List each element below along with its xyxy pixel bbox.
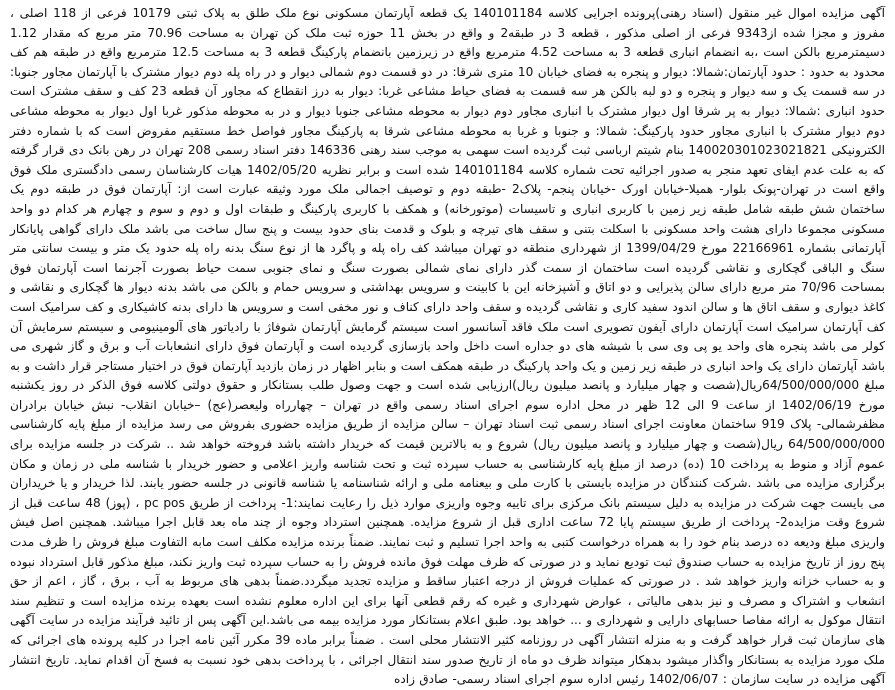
notice-body-text: آگهی مزایده اموال غیر منقول (اسناد رهنی)پرونده اجرایی کلاسه 140101184 یک قطعه آپارتمان مسکونی نوع ملک طلق به پلاک ثبتی 10179 فرعی از 118 اصلی ، مفروز و مجزا شده از9343 فرعی از اصلی مذکور ، قطعه 3 در طبقه2 و واقع در بخش 11 حوزه ثبت ملک کن تهران به مساحت 70.96 متر مربع که مقدار 1.12 دسیمترمربع بالکن است ،به انضمام انباری قطعه 3 به مساحت 4.52 مترمربع واقع در زیرزمین بانضمام پارکینگ قطعه 3 به مساحت 12.5 مترمربع واقع در طبقه هم کف محدود به حدود : حدود آپارتمان:شمالا: دیوار و پنجره به فضای خیابان 10 متری شرقا: در دو قسمت دوم شمالی دیوار و در راه پله دوم دیوار مشترک با آپارتمان مجاور جنوبا: در سه قسمت یک و سه دیوار و پنجره و دو لبه بالکن هر سه قسمت به فضای حیاط مشاعی غربا: دیوار به درز انقطاع که مجاور آن قطعه 23 کف و سقف مشترک است حدود انباری :شمالا: دیوار به پر شرقا اول دیوار مشترک با انباری مجاور دوم دیوار به محوطه مشاعی جنوبا دیوار و در به محوطه مذکور غربا اول دیوار به محوطه مشاعی دوم دیوار مشترک با انباری مجاور حدود پارکینگ: شمالا: و جنوبا و غربا به محوطه مشاعی شرقا به پارکینگ مجاور فواصل خط مستقیم مفروض است که با شماره دفتر الکترونیکی 140020301023021821 بنام شیتم ارباسی ثبت گردیده است سهمی به موجب سند رهنی 146336 دفتر اسناد رسمی 208 تهران در رهن بانک دی قرار گرفته که به علت عدم ایفای تعهد منجر به صدور اجرائیه تحت شماره کلاسه 140101184 شده است و برابر نظریه 1402/05/20 هیات کارشناسان رسمی دادگستری ملک فوق واقع است در تهران-پونک بلوار- همیلا-خیابان اورک -خیابان پنجم- پلاک2 -طبقه دوم و توصیف اجمالی ملک مورد وثیقه عبارت است از: آپارتمان فوق در طبقه دوم یک ساختمان شش طبقه شامل طبقه زیر زمین با کاربری انباری و تاسیسات (موتورخانه) و همکف با کاربری پارکینگ و طبقات اول و دوم و سوم و چهارم هر کدام دو واحد مسکونی مجموعا دارای هشت واحد مسکونی با اسکلت بتنی و سقف های تیرچه و بلوک و قدمت بنای حدود بیست و پنج سال ساخت می باشد ملک دارای گواهی پایانکار آپارتمانی بشماره 22166961 مورخ 1399/04/29 از شهرداری منطقه دو تهران میباشد کف راه پله و پاگرد ها از نوع سنگ بدنه راه پله حدود یک متر و بیست سانتی متر سنگ و الباقی گچکاری و نقاشی گردیده است ساختمان از سمت گذر دارای نمای شمالی بصورت سنگ و نمای جنوبی سمت حیاط بصورت آجرنما است آپارتمان فوق بمساحت 70/96 متر مربع دارای سالن پذیرایی و دو اتاق و آشپزخانه این با کابینت و سرویس بهداشتی و سرویس حمام و بالکن می باشد بدنه دیوار ها گچکاری و نقاشی و کاغذ دیواری و سقف اتاق ها و سالن اندود سفید کاری و نقاشی گردیده و سقف واحد دارای کناف و نور مخفی است و سرویس ها دارای بدنه کاشیکاری و کف سرامیک است کف آپارتمان سرامیک است آپارتمان دارای آیفون تصویری است ملک فاقد آسانسور است سیستم گرمایش آپارتمان شوفاژ با رادیاتور های آلومینیومی و سیستم سرمایش آن کولر می باشد پنجره های واحد یو پی وی سی با شیشه های دو جداره است داخل واحد بازسازی گردیده است و آپارتمان فوق دارای انشعابات آب و برق و گاز شهری می باشد آپارتمان دارای یک واحد انباری در طبقه زیر زمین و یک واحد پارکینگ در طبقه همکف است و بنابر اظهار در زمان بازدید آپارتمان فوق در اختیار مستاجر قرار داشت و به مبلغ 64/500/000/000ریال(شصت و چهار میلیارد و پانصد میلیون ریال)ارزیابی شده است و جهت وصول طلب بستانکار و حقوق دولتی کلاسه فوق الذکر در روز یکشنبه مورخ 1402/06/19 از ساعت 9 الی 12 ظهر در محل اداره سوم اجرای اسناد رسمی واقع در تهران – چهارراه ولیعصر(عج) –خیابان انقلاب- نبش خیابان برادران مظفرشمالی- پلاک 919 ساختمان معاونت اجرای اسناد رسمی ثبت اسناد تهران – سالن مزایده از طریق مزایده حضوری بفروش می رسد مزایده از مبلغ پایه کارشناسی 64/500/000/000 ریال(شصت و چهار میلیارد و پانصد میلیون ریال) شروع و به بالاترین قیمت که خریدار داشته باشد فروخته خواهد شد .. شرکت در جلسه مزایده برای عموم آزاد و منوط به پرداخت 10 (ده) درصد از مبلغ پایه کارشناسی به حساب سپرده ثبت و تحت شناسه واریز اعلامی و حضور خریدار با شناسه ملی در زمان و مکان برگزاری مزایده می باشد .شرکت کنندگان در مزایده بایستی با کارت ملی و بیعنامه ملی و ارائه شناسنامه یا شناسه قانونی در جلسه حضور یابند. لذا خریدار و یا خریداران می بایست جهت شرکت در مزایده به دلیل سیستم بانک مرکزی برای تاییه وجوه واریزی موارد ذیل را رعایت نمایند:1- پرداخت از طریق pc pos ، (پوز) 48 ساعت قبل از شروع وقت مزایده2- پرداخت از طریق سیستم پایا 72 ساعت اداری قبل از شروع مزایده. همچنین استرداد وجوه از چند ماه بعد قابل اجرا میباشد. همچنین اصل فیش واریزی مبلغ ودیعه ده درصد بنام خود را به همراه درخواست کتبی به واحد اجرا تسلیم و ثبت نمایند. ضمناً برنده مزایده مکلف است مابه التفاوت مبلغ فروش را ظرف مدت پنج روز از تاریخ مزایده به حساب صندوق ثبت تودیع نماید و در صورتی که ظرف مهلت فوق مانده فروش را به حساب سپرده ثبت واریز نکند، مبلغ مذکور قابل استرداد نبوده و به حساب خزانه واریز خواهد شد . در صورتی که عملیات فروش از درجه اعتبار ساقط و مزایده تجدید میگردد.ضمناً بدهی های مربوط به آب ، برق ، گاز ، اعم از حق انشعاب و اشتراک و مصرف و نیز بدهی مالیاتی ، عوارض شهرداری و غیره که رقم قطعی آنها برای این اداره معلوم نشده است بعهده برنده مزایده است و تنظیم سند انتقال موکول به ارائه مفاصا حسابهای دارایی و شهرداری و ... خواهد بود. طبق اعلام بستانکار مورد مزایده بیمه می باشد.این آگهی پس از تائید فرآیند مزایده در سایت آگهی های سازمان ثبت قرار خواهد گرفت و به منزله انتشار آگهی در روزنامه کثیر الانتشار محلی است . ضمناً برابر ماده 39 مکرر آئین نامه اجرا در کلیه پرونده های اجرائی که ملک مورد مزایده به بستانکار واگذار میشود بدهکار میتواند ظرف دو ماه از تاریخ صدور سند انتقال اجرائی ، با پرداخت بدهی خود نسبت به فسخ آن اقدام نماید. تاریخ انتشار آگهی مزایده در سایت سازمان : 1402/06/07 رئیس اداره سوم اجرای اسناد رسمی- صادق زاده bbox=[10, 6, 886, 687]
